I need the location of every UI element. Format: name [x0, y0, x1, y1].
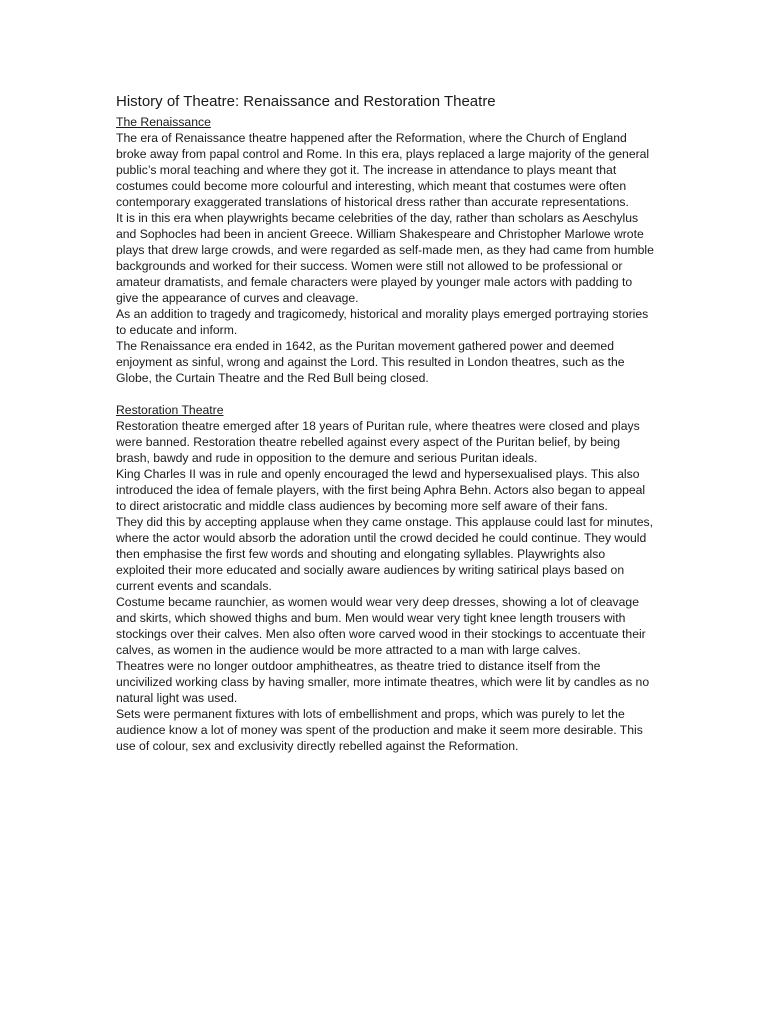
paragraph: It is in this era when playwrights became celebrities of the day, rather than scholars as Aeschylus and Sophocles had been in ancient Greece. William Shakespeare and Christopher Marlowe wrote plays that drew large crowds, and were regarded as self-made men, as they had came from humble backgrounds and worked for their success. Women were still not allowed to be professional or amateur dramatists, and female characters were played by younger male actors with padding to give the appearance of curves and cleavage. — [116, 211, 654, 305]
paragraph: As an addition to tragedy and tragicomedy, historical and morality plays emerged portraying stories to educate and inform. — [116, 307, 649, 337]
paragraph: The era of Renaissance theatre happened after the Reformation, where the Church of England broke away from papal control and Rome. In this era, plays replaced a large majority of the general public’s moral teaching and where they got it. The increase in attendance to plays meant that costumes could become more colourful and interesting, which meant that costumes were often contemporary exaggerated translations of historical dress rather than accurate representations. — [116, 131, 650, 209]
document-page — [116, 92, 656, 754]
paragraph: The Renaissance era ended in 1642, as the Puritan movement gathered power and deemed enjoyment as sinful, wrong and against the Lord. This resulted in London theatres, such as the Globe, the Curtain Theatre and the Red Bull being closed. — [116, 339, 625, 385]
section-spacer — [116, 386, 656, 402]
paragraph: Theatres were no longer outdoor amphitheatres, as theatre tried to distance itself from the uncivilized working class by having smaller, more intimate theatres, which were lit by candles as no natural light was used. — [116, 659, 650, 705]
section-heading-renaissance: The Renaissance — [116, 115, 211, 129]
paragraph: Costume became raunchier, as women would wear very deep dresses, showing a lot of cleavage and skirts, which showed thighs and bum. Men would wear very tight knee length trousers with stockings over their calves. Men also often wore carved wood in their stockings to accentuate their calves, as women in the audience would be more attracted to a man with large calves. — [116, 595, 646, 657]
paragraph: Sets were permanent fixtures with lots of embellishment and props, which was purely to let the audience know a lot of money was spent of the production and make it seem more desirable. This use of colour, sex and exclusivity directly rebelled against the Reformation. — [116, 707, 643, 753]
paragraph: King Charles II was in rule and openly encouraged the lewd and hypersexualised plays. This also introduced the idea of female players, with the first being Aphra Behn. Actors also began to appeal to direct aristocratic and middle class audiences by becoming more self aware of their fans. — [116, 467, 646, 513]
section-restoration — [116, 402, 656, 754]
section-heading-restoration: Restoration Theatre — [116, 403, 224, 417]
paragraph: They did this by accepting applause when they came onstage. This applause could last for minutes, where the actor would absorb the adoration until the crowd decided he could continue. They would then emphasise the first few words and shouting and elongating syllables. Playwrights also exploited their more educated and socially aware audiences by writing satirical plays based on current events and scandals. — [116, 515, 654, 593]
paragraph: Restoration theatre emerged after 18 years of Puritan rule, where theatres were closed and plays were banned. Restoration theatre rebelled against every aspect of the Puritan belief, by being brash, bawdy and rude in opposition to the demure and serious Puritan ideals. — [116, 419, 640, 465]
section-renaissance — [116, 114, 656, 386]
document-title: History of Theatre: Renaissance and Restoration Theatre — [116, 93, 496, 110]
